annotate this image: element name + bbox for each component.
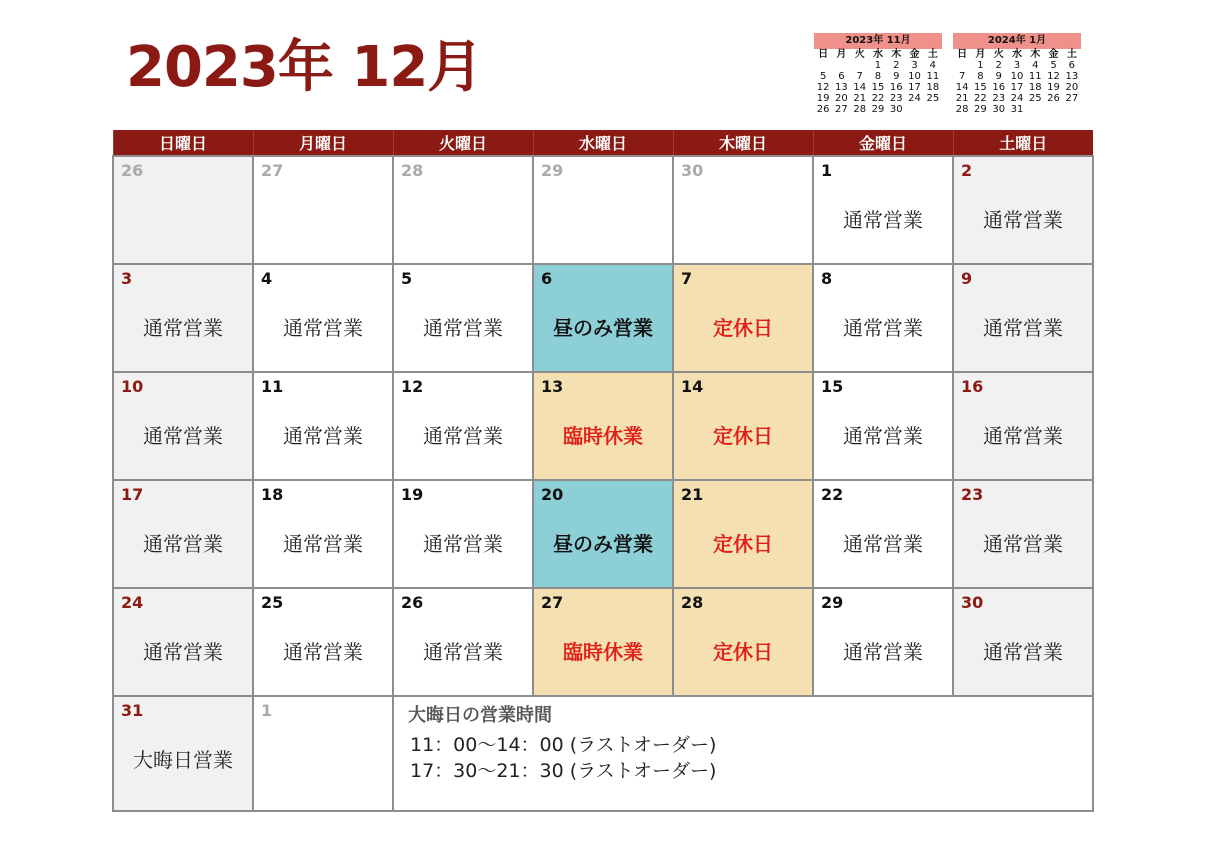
day-status: 通常営業 — [983, 208, 1063, 232]
mini-day: 11 — [1028, 71, 1042, 82]
mini-day: 3 — [911, 60, 918, 71]
mini-day: 2 — [893, 60, 900, 71]
mini-day: 1 — [977, 60, 984, 71]
mini-day: 23 — [992, 93, 1006, 104]
day-cell — [673, 372, 813, 480]
day-status: 通常営業 — [423, 640, 503, 664]
note-hours-lunch: 11：00～14：00 (ラストオーダー) — [410, 734, 717, 756]
mini-day — [924, 104, 942, 115]
mini-day: 27 — [1065, 93, 1079, 104]
day-cell — [673, 480, 813, 588]
day-number: 12 — [401, 377, 424, 396]
mini-calendar-header: 2023年 11月 — [814, 33, 942, 49]
weekday-header: 日曜日 — [113, 130, 253, 156]
mini-weekday: 金 — [1048, 49, 1059, 60]
mini-day: 12 — [816, 82, 830, 93]
day-number: 27 — [541, 593, 564, 612]
day-cell — [253, 588, 393, 696]
day-number: 20 — [541, 485, 564, 504]
day-number: 28 — [401, 161, 424, 180]
day-status: 通常営業 — [283, 640, 363, 664]
day-status: 通常営業 — [283, 424, 363, 448]
day-status: 定休日 — [713, 640, 773, 664]
day-number: 13 — [541, 377, 564, 396]
mini-day: 13 — [835, 82, 848, 93]
mini-day: 7 — [958, 71, 966, 82]
day-status: 通常営業 — [423, 532, 503, 556]
weekday-header: 木曜日 — [673, 130, 813, 156]
day-status: 定休日 — [713, 424, 773, 448]
day-number: 25 — [261, 593, 284, 612]
mini-calendar-grid — [953, 49, 1081, 115]
mini-calendar-next — [953, 33, 1081, 115]
day-number: 21 — [681, 485, 704, 504]
day-status: 定休日 — [713, 316, 773, 340]
calendar-week-row — [113, 372, 1093, 480]
mini-day: 18 — [1028, 82, 1042, 93]
day-cell — [813, 480, 953, 588]
mini-day — [1026, 104, 1044, 115]
mini-day: 20 — [835, 93, 848, 104]
day-number: 17 — [121, 485, 144, 504]
mini-day: 4 — [1032, 60, 1039, 71]
mini-day: 6 — [1068, 60, 1076, 71]
mini-day: 10 — [1010, 71, 1024, 82]
day-number: 24 — [121, 593, 144, 612]
mini-day — [905, 104, 923, 115]
mini-day: 15 — [974, 82, 987, 93]
day-status: 通常営業 — [143, 316, 223, 340]
mini-day: 9 — [995, 71, 1002, 82]
day-status: 通常営業 — [983, 316, 1063, 340]
mini-day: 23 — [889, 93, 903, 104]
mini-day — [1044, 104, 1062, 115]
day-status: 通常営業 — [843, 316, 923, 340]
note-title: 大晦日の営業時間 — [408, 705, 552, 726]
day-status: 通常営業 — [843, 424, 923, 448]
day-cell — [393, 588, 533, 696]
day-number: 23 — [961, 485, 984, 504]
day-cell — [673, 588, 813, 696]
day-cell — [533, 588, 673, 696]
day-number: 9 — [961, 269, 973, 288]
mini-day: 16 — [992, 82, 1006, 93]
mini-day: 20 — [1065, 82, 1079, 93]
day-number: 15 — [821, 377, 844, 396]
day-status: 通常営業 — [143, 532, 223, 556]
day-number: 1 — [261, 701, 273, 720]
mini-day: 6 — [838, 71, 845, 82]
day-cell — [953, 588, 1093, 696]
mini-week-row — [814, 71, 942, 82]
day-cell — [953, 480, 1093, 588]
mini-day: 17 — [908, 82, 921, 93]
mini-day: 17 — [1010, 82, 1024, 93]
mini-day: 19 — [1047, 82, 1060, 93]
day-cell — [113, 372, 253, 480]
mini-week-row — [953, 60, 1081, 71]
mini-day: 4 — [929, 60, 937, 71]
mini-week-row — [814, 93, 942, 104]
note-hours-dinner: 17：30～21：30 (ラストオーダー) — [410, 760, 717, 782]
day-status: 昼のみ営業 — [553, 316, 653, 340]
mini-day: 16 — [889, 82, 903, 93]
day-number: 6 — [541, 269, 553, 288]
mini-weekday: 金 — [909, 49, 920, 60]
mini-week-row — [814, 82, 942, 93]
day-status: 通常営業 — [423, 316, 503, 340]
mini-day: 11 — [926, 71, 940, 82]
day-number: 3 — [121, 269, 133, 288]
mini-day: 24 — [908, 93, 921, 104]
mini-day: 8 — [977, 71, 984, 82]
mini-day: 22 — [871, 93, 885, 104]
mini-week-row — [814, 104, 942, 115]
mini-day: 26 — [816, 104, 830, 115]
day-cell — [253, 696, 393, 811]
calendar-week-row — [113, 480, 1093, 588]
weekday-header: 金曜日 — [813, 130, 953, 156]
mini-day — [1063, 104, 1081, 115]
calendar-week-row — [113, 156, 1093, 264]
day-number: 10 — [121, 377, 144, 396]
day-number: 1 — [821, 161, 833, 180]
day-cell — [533, 264, 673, 372]
day-number: 30 — [681, 161, 704, 180]
day-status: 通常営業 — [843, 532, 923, 556]
day-cell — [533, 480, 673, 588]
mini-day: 28 — [955, 104, 969, 115]
day-cell — [953, 156, 1093, 264]
mini-day: 12 — [1047, 71, 1060, 82]
mini-week-row — [814, 60, 942, 71]
day-cell — [813, 264, 953, 372]
day-status: 臨時休業 — [563, 424, 643, 448]
day-status: 通常営業 — [283, 316, 363, 340]
mini-weekday-row — [814, 49, 942, 60]
day-cell — [113, 480, 253, 588]
day-status: 通常営業 — [843, 640, 923, 664]
mini-day: 10 — [908, 71, 921, 82]
day-cell — [113, 156, 253, 264]
day-number: 19 — [401, 485, 424, 504]
mini-day: 3 — [1013, 60, 1021, 71]
day-cell — [113, 264, 253, 372]
mini-day: 29 — [974, 104, 987, 115]
weekday-header: 土曜日 — [953, 130, 1093, 156]
day-cell — [253, 156, 393, 264]
note-cell — [393, 696, 1093, 811]
mini-day — [814, 60, 832, 71]
day-status: 通常営業 — [843, 208, 923, 232]
mini-day — [953, 60, 971, 71]
day-cell — [813, 156, 953, 264]
day-cell — [813, 588, 953, 696]
mini-day: 31 — [1010, 104, 1024, 115]
day-number: 28 — [681, 593, 704, 612]
mini-day: 25 — [1028, 93, 1042, 104]
mini-weekday: 月 — [836, 49, 847, 60]
day-status: 通常営業 — [983, 640, 1063, 664]
mini-day: 21 — [955, 93, 969, 104]
page-title: 2023年 12月 — [126, 35, 483, 100]
mini-weekday: 水 — [1011, 49, 1022, 60]
mini-weekday: 土 — [927, 49, 938, 60]
day-cell — [393, 264, 533, 372]
day-cell — [673, 264, 813, 372]
mini-day — [832, 60, 850, 71]
day-number: 4 — [261, 269, 273, 288]
day-status: 昼のみ営業 — [553, 532, 653, 556]
mini-day: 7 — [856, 71, 863, 82]
mini-day: 14 — [955, 82, 969, 93]
mini-weekday: 日 — [957, 49, 968, 60]
mini-day: 8 — [874, 71, 882, 82]
month-calendar — [112, 130, 1094, 812]
calendar-week-row — [113, 264, 1093, 372]
mini-day: 1 — [874, 60, 882, 71]
mini-weekday-row — [953, 49, 1081, 60]
day-status: 通常営業 — [423, 424, 503, 448]
mini-day: 28 — [853, 104, 867, 115]
day-number: 2 — [961, 161, 973, 180]
day-status: 通常営業 — [983, 532, 1063, 556]
day-cell — [113, 696, 253, 811]
day-number: 22 — [821, 485, 844, 504]
mini-day: 5 — [1050, 60, 1057, 71]
mini-day: 2 — [995, 60, 1002, 71]
calendar-week-row — [113, 696, 1093, 811]
mini-day: 9 — [893, 71, 900, 82]
mini-calendar-prev — [814, 33, 942, 115]
mini-weekday: 日 — [818, 49, 829, 60]
day-cell — [813, 372, 953, 480]
day-status: 通常営業 — [983, 424, 1063, 448]
mini-weekday: 木 — [1030, 49, 1041, 60]
day-number: 29 — [821, 593, 844, 612]
day-number: 16 — [961, 377, 984, 396]
day-number: 14 — [681, 377, 704, 396]
mini-weekday: 火 — [854, 49, 865, 60]
day-cell — [253, 372, 393, 480]
day-number: 27 — [261, 161, 284, 180]
mini-week-row — [953, 93, 1081, 104]
day-cell — [953, 264, 1093, 372]
day-number: 26 — [401, 593, 424, 612]
mini-weekday: 木 — [891, 49, 902, 60]
day-cell — [393, 480, 533, 588]
day-cell — [393, 156, 533, 264]
day-cell — [253, 264, 393, 372]
day-number: 29 — [541, 161, 564, 180]
mini-weekday: 火 — [993, 49, 1004, 60]
day-number: 26 — [121, 161, 144, 180]
weekday-header: 火曜日 — [393, 130, 533, 156]
day-cell — [673, 156, 813, 264]
weekday-header-row — [113, 130, 1093, 156]
mini-calendar-grid — [814, 49, 942, 115]
mini-day: 22 — [974, 93, 987, 104]
day-status: 通常営業 — [143, 424, 223, 448]
calendar-week-row — [113, 588, 1093, 696]
day-status: 大晦日営業 — [133, 748, 233, 772]
weekday-header: 月曜日 — [253, 130, 393, 156]
day-number: 7 — [681, 269, 693, 288]
mini-day: 19 — [816, 93, 830, 104]
day-number: 8 — [821, 269, 833, 288]
day-cell — [533, 372, 673, 480]
mini-day: 14 — [853, 82, 867, 93]
mini-day: 24 — [1010, 93, 1024, 104]
day-number: 30 — [961, 593, 984, 612]
mini-day: 21 — [853, 93, 867, 104]
day-number: 18 — [261, 485, 284, 504]
mini-day: 26 — [1047, 93, 1060, 104]
day-cell — [533, 156, 673, 264]
mini-day: 13 — [1065, 71, 1079, 82]
day-number: 11 — [261, 377, 284, 396]
mini-day: 18 — [926, 82, 940, 93]
day-cell — [253, 480, 393, 588]
mini-week-row — [953, 71, 1081, 82]
mini-weekday: 月 — [975, 49, 986, 60]
mini-weekday: 土 — [1066, 49, 1077, 60]
mini-day: 30 — [889, 104, 903, 115]
mini-week-row — [953, 104, 1081, 115]
day-cell — [953, 372, 1093, 480]
day-number: 31 — [121, 701, 144, 720]
mini-weekday: 水 — [872, 49, 883, 60]
day-status: 定休日 — [713, 532, 773, 556]
mini-day: 30 — [992, 104, 1006, 115]
mini-day: 15 — [871, 82, 885, 93]
day-status: 通常営業 — [143, 640, 223, 664]
day-status: 臨時休業 — [563, 640, 643, 664]
mini-week-row — [953, 82, 1081, 93]
weekday-header: 水曜日 — [533, 130, 673, 156]
mini-day: 25 — [926, 93, 940, 104]
mini-day: 29 — [871, 104, 885, 115]
day-status: 通常営業 — [283, 532, 363, 556]
mini-day: 5 — [819, 71, 827, 82]
mini-calendar-header: 2024年 1月 — [953, 33, 1081, 49]
mini-day: 27 — [835, 104, 848, 115]
mini-day — [851, 60, 869, 71]
day-number: 5 — [401, 269, 413, 288]
day-cell — [113, 588, 253, 696]
day-cell — [393, 372, 533, 480]
